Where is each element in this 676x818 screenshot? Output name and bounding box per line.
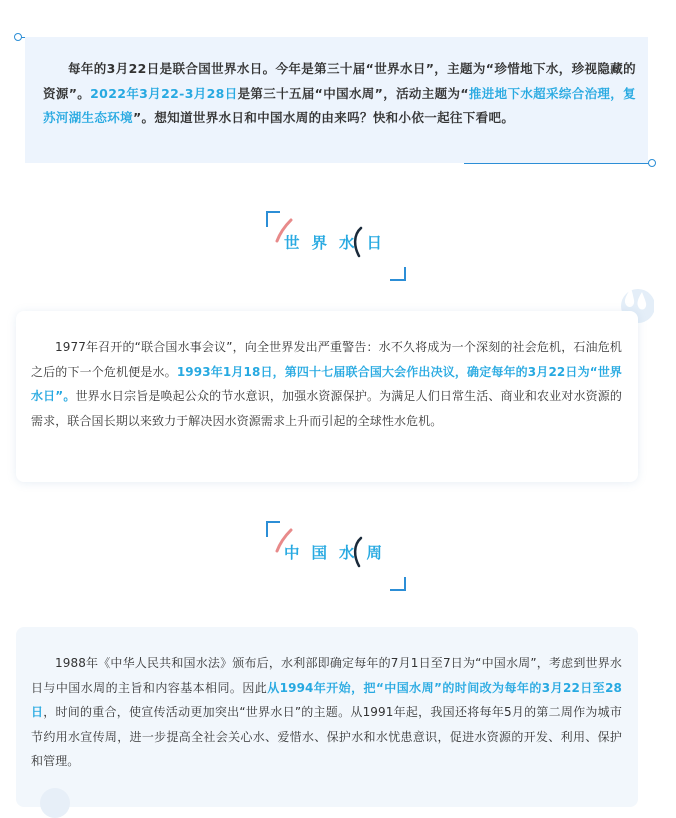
section2-paragraph [31, 651, 622, 774]
top-left-dot [14, 33, 22, 41]
section1-text-2: 世界水日宗旨是唤起公众的节水意识，加强水资源保护。为满足人们日常生活、商业和农业对水资源的需求，联合国长期以来致力于解决因水资源需求上升而引起的全球性水危机。 [31, 389, 622, 428]
intro-text-2: 是第三十五届“中国水周”，活动主题为“ [237, 85, 469, 101]
intro-highlight-1: 2022年3月22-3月28日 [90, 85, 238, 101]
corner-bracket-icon [390, 267, 406, 281]
section1-text-1: 1977年召开的“联合国水事会议”，向全世界发出严重警告：水不久将成为一个深刻的社会危机，石油危机之后的下一个危机便是水。 [31, 340, 622, 379]
intro-highlight-2: 推进地下水超采综合治理，复苏河湖生态环境 [43, 85, 636, 126]
section2-text-1: 1988年《中华人民共和国水法》颁布后，水利部即确定每年的7月1日至7日为“中国水周”，考虑到世界水日与中国水周的主旨和内容基本相同。因此 [31, 656, 622, 695]
corner-bracket-icon [390, 577, 406, 591]
section-title-china-water-week [266, 521, 406, 591]
section-title-world-water-day [266, 211, 406, 281]
section-title-text: 中国水周 [284, 544, 395, 562]
section1-highlight: 1993年1月18日，第四十七届联合国大会作出决议，确定每年的3月22日为“世界水日”。 [31, 364, 623, 404]
section2-highlight: 从1994年开始，把“中国水周”的时间改为每年的3月22日至28日 [31, 680, 623, 720]
section1-paragraph [31, 335, 622, 433]
intro-text-3: ”。想知道世界水日和中国水周的由来吗？快和小依一起往下看吧。 [132, 110, 515, 126]
section-title-text: 世界水日 [284, 234, 395, 252]
intro-paragraph [43, 57, 636, 131]
intro-box [25, 37, 648, 163]
intro-text-1: 每年的3月22日是联合国世界水日。今年是第三十届“世界水日”，主题为“珍惜地下水，珍视隐藏的资源”。 [43, 61, 636, 101]
swirl-stroke-icon [350, 535, 368, 569]
bottom-right-line [464, 163, 650, 164]
bottom-right-dot [648, 159, 656, 167]
china-water-week-card [16, 627, 638, 807]
swirl-stroke-icon [350, 225, 368, 259]
section2-text-2: ，时间的重合，使宣传活动更加突出“世界水日”的主题。从1991年起，我国还将每年5月的第二周作为城市节约用水宣传周，进一步提高全社会关心水、爱惜水、保护水和水忧患意识，促进水资源的开发、利用、保护和管理。 [31, 705, 622, 769]
world-water-day-card [16, 311, 638, 482]
decorative-circle [40, 788, 70, 818]
